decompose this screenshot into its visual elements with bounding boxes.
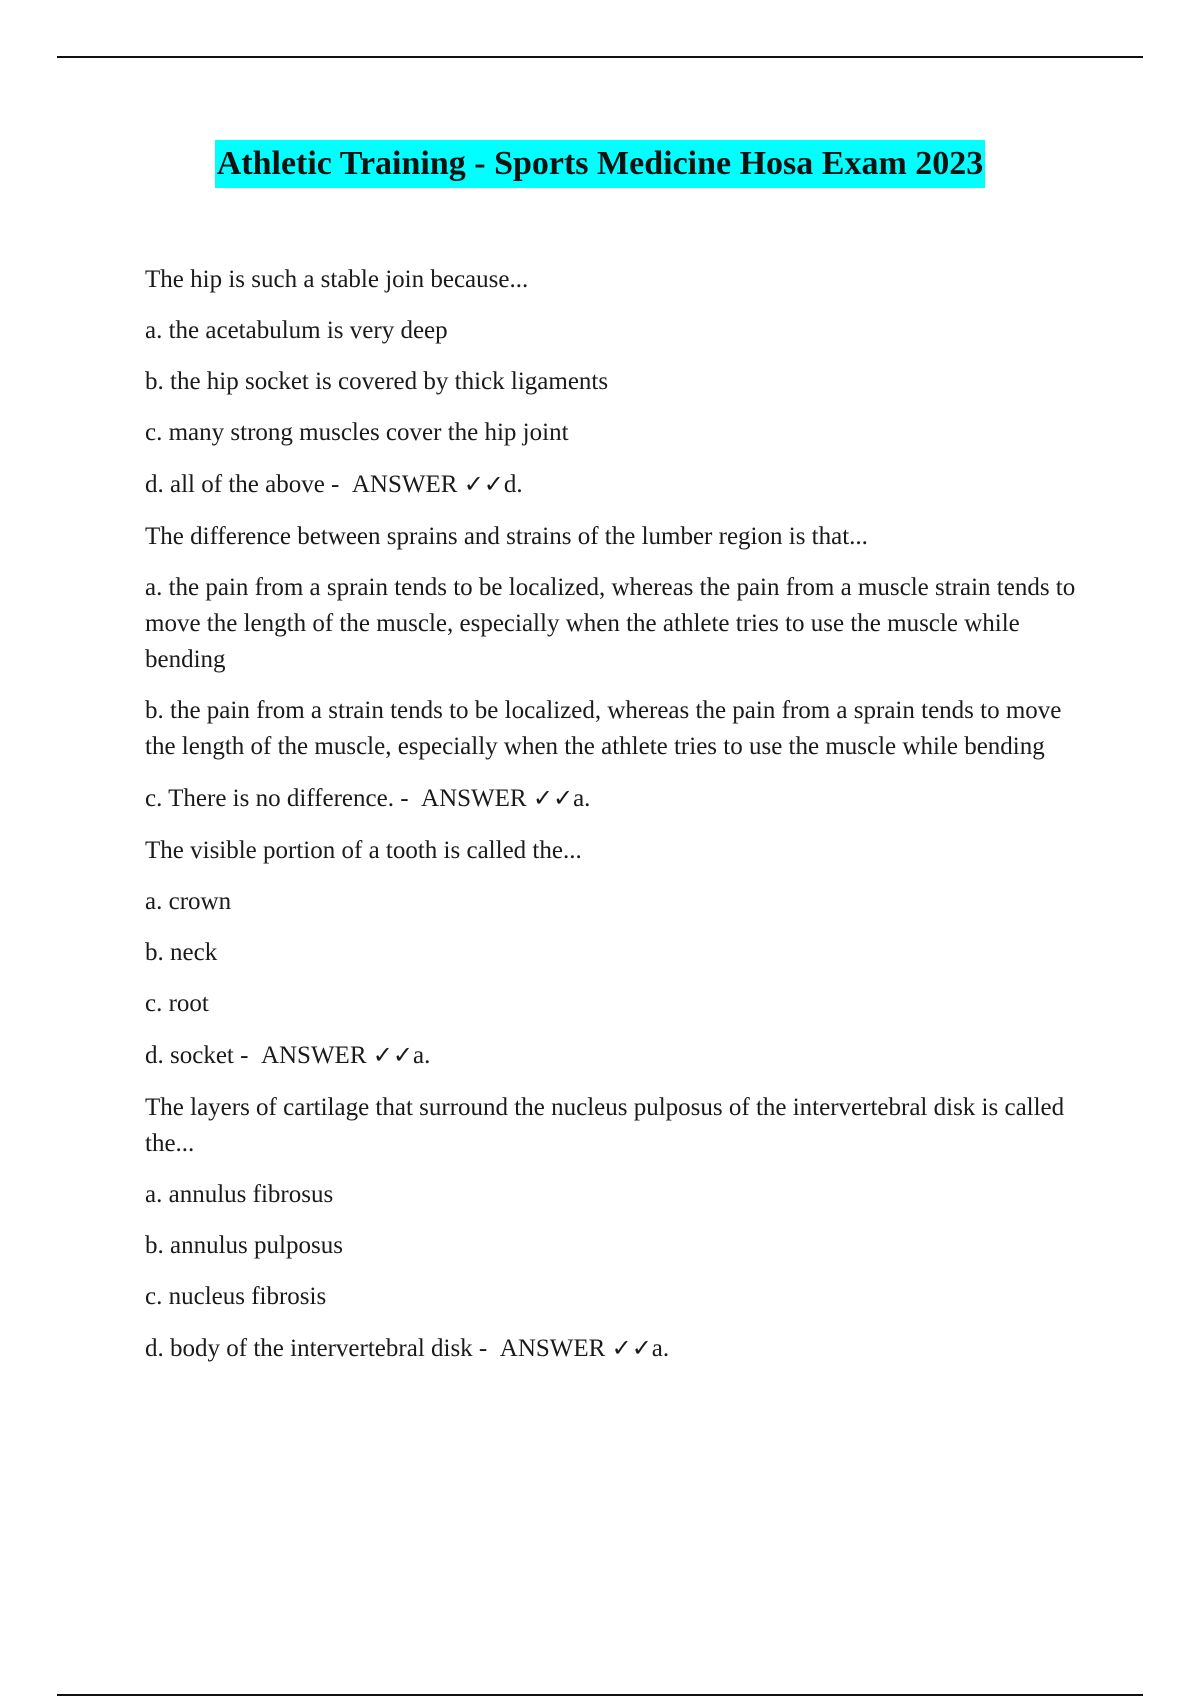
final-option-with-answer (145, 780, 1085, 817)
final-option-text: d. socket - (145, 1042, 249, 1069)
question-block (145, 1090, 1085, 1367)
answer-option: a. the pain from a sprain tends to be localized, whereas the pain from a muscle strain tends to move the length of the muscle, especially when the athlete tries to use the muscle while bending (145, 574, 1076, 673)
answer-value: a. (573, 785, 591, 812)
answer-label: ANSWER (421, 785, 527, 812)
final-option-text: c. There is no difference. - (145, 785, 409, 812)
question-prompt: The visible portion of a tooth is called the... (145, 837, 582, 864)
double-check-icon: ✓✓ (372, 1041, 413, 1069)
answer-option: b. the pain from a strain tends to be localized, whereas the pain from a sprain tends to move the length of the muscle, especially when the athlete tries to use the muscle while bending (145, 697, 1062, 760)
answer-option: a. crown (145, 888, 232, 915)
question-prompt: The layers of cartilage that surround the nucleus pulposus of the intervertebral disk is called the... (145, 1094, 1065, 1157)
double-check-icon: ✓✓ (611, 1334, 652, 1362)
question-list (145, 262, 1085, 1383)
double-check-icon: ✓✓ (532, 784, 574, 812)
double-check-icon: ✓✓ (463, 470, 504, 498)
answer-label: ANSWER (351, 471, 458, 498)
top-rule (57, 56, 1143, 58)
answer-value: a. (651, 1335, 670, 1362)
answer-option: b. the hip socket is covered by thick ligaments (145, 368, 609, 395)
question-block (145, 833, 1085, 1074)
document-title: Athletic Training - Sports Medicine Hosa Exam 2023 (215, 140, 986, 188)
question-prompt: The hip is such a stable join because... (145, 266, 529, 293)
final-option-with-answer (145, 1037, 1085, 1074)
answer-option: b. annulus pulposus (145, 1232, 343, 1259)
final-option-text: d. body of the intervertebral disk - (145, 1335, 488, 1362)
answer-value: a. (412, 1042, 431, 1069)
answer-option: c. nucleus fibrosis (145, 1283, 327, 1310)
title-container (0, 140, 1200, 188)
final-option-with-answer (145, 1330, 1085, 1367)
question-block (145, 262, 1085, 503)
question-block (145, 519, 1085, 817)
answer-option: a. annulus fibrosus (145, 1181, 334, 1208)
question-prompt: The difference between sprains and strains of the lumber region is that... (145, 523, 868, 550)
answer-label: ANSWER (499, 1335, 606, 1362)
answer-value: d. (503, 471, 523, 498)
answer-option: b. neck (145, 939, 218, 966)
answer-label: ANSWER (260, 1042, 367, 1069)
bottom-rule (57, 1694, 1143, 1696)
final-option-text: d. all of the above - (145, 471, 340, 498)
answer-option: a. the acetabulum is very deep (145, 317, 448, 344)
answer-option: c. root (145, 990, 209, 1017)
final-option-with-answer (145, 466, 1085, 503)
answer-option: c. many strong muscles cover the hip joint (145, 419, 569, 446)
